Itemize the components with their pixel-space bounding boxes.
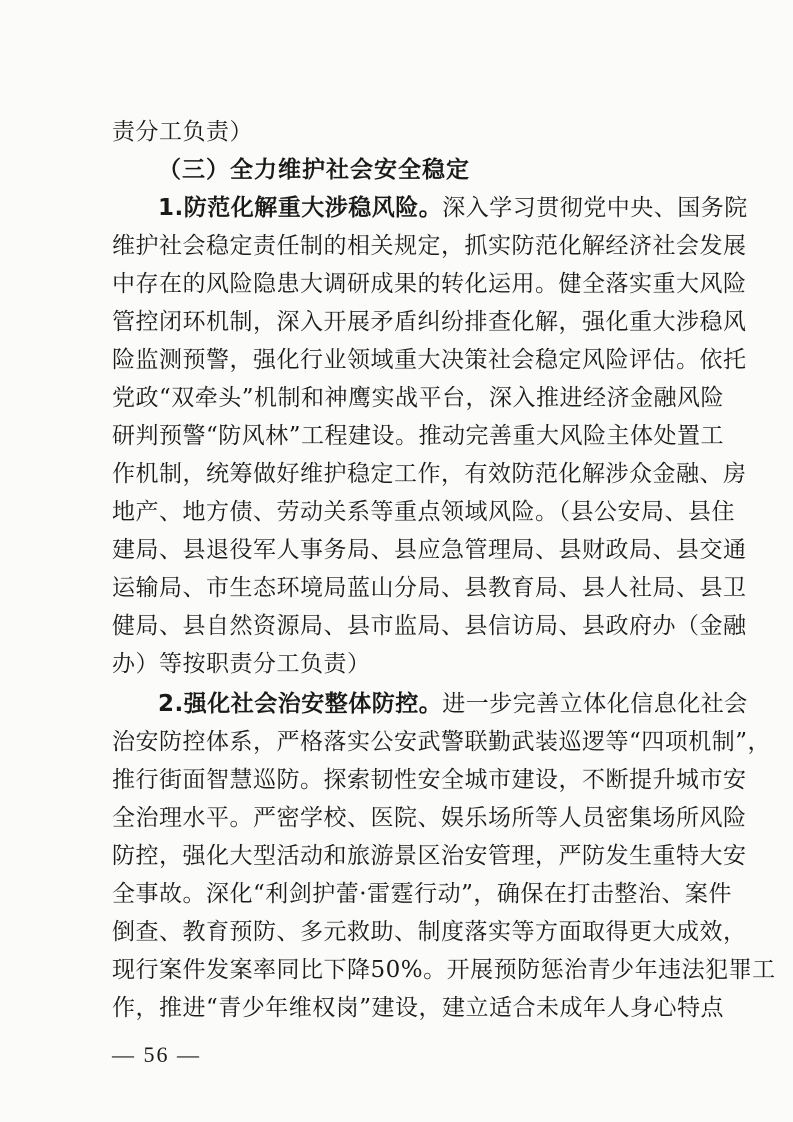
paragraph-line: 现行案件发案率同比下降50%。开展预防惩治青少年违法犯罪工 <box>112 957 776 983</box>
paragraph-line: 全事故。深化“利剑护蕾·雷霆行动”，确保在打击整治、案件 <box>112 881 732 907</box>
paragraph-line: 全治理水平。严密学校、医院、娱乐场所等人员密集场所风险 <box>112 805 747 831</box>
paragraph-line: 建局、县退役军人事务局、县应急管理局、县财政局、县交通 <box>112 537 747 563</box>
section-heading: （三）全力维护社会安全稳定 <box>158 157 470 183</box>
paragraph-line: 险监测预警，强化行业领域重大决策社会稳定风险评估。依托 <box>112 347 747 373</box>
paragraph-text: 进一步完善立体化信息化社会 <box>442 691 748 717</box>
item-lead: 1.防范化解重大涉稳风险。 <box>158 195 443 221</box>
paragraph-line: 治安防控体系，严格落实公安武警联勤武装巡逻等“四项机制”， <box>112 729 772 755</box>
paragraph-line: 健局、县自然资源局、县市监局、县信访局、县政府办（金融 <box>112 613 747 639</box>
paragraph-line: 研判预警“防风林”工程建设。推动完善重大风险主体处置工 <box>112 423 725 449</box>
paragraph-line: 中存在的风险隐患大调研成果的转化运用。健全落实重大风险 <box>112 271 747 297</box>
paragraph-line: 办）等按职责分工负责） <box>112 651 371 677</box>
item-lead: 2.强化社会治安整体防控。 <box>158 691 443 717</box>
paragraph-line: 管控闭环机制，深入开展矛盾纠纷排查化解，强化重大涉稳风 <box>112 309 747 335</box>
paragraph-line: 责分工负责） <box>112 119 253 145</box>
paragraph-line: 推行街面智慧巡防。探索韧性安全城市建设，不断提升城市安 <box>112 767 747 793</box>
paragraph-line: 防控，强化大型活动和旅游景区治安管理，严防发生重特大安 <box>112 843 747 869</box>
paragraph-text: 深入学习贯彻党中央、国务院 <box>442 195 748 221</box>
paragraph-line: 倒查、教育预防、多元救助、制度落实等方面取得更大成效， <box>112 919 747 945</box>
paragraph-line: 运输局、市生态环境局蓝山分局、县教育局、县人社局、县卫 <box>112 575 747 601</box>
paragraph-line: 作，推进“青少年维权岗”建设，建立适合未成年人身心特点 <box>112 995 725 1021</box>
paragraph-line: 作机制，统筹做好维护稳定工作，有效防范化解涉众金融、房 <box>112 461 747 487</box>
paragraph-line <box>158 189 748 227</box>
page-number: — 56 — <box>112 1042 201 1067</box>
paragraph-line: 维护社会稳定责任制的相关规定，抓实防范化解经济社会发展 <box>112 233 747 259</box>
paragraph-line: 地产、地方债、劳动关系等重点领域风险。（县公安局、县住 <box>112 499 735 525</box>
paragraph-line: 党政“双牵头”机制和神鹰实战平台，深入推进经济金融风险 <box>112 385 725 411</box>
paragraph-line <box>158 685 748 723</box>
